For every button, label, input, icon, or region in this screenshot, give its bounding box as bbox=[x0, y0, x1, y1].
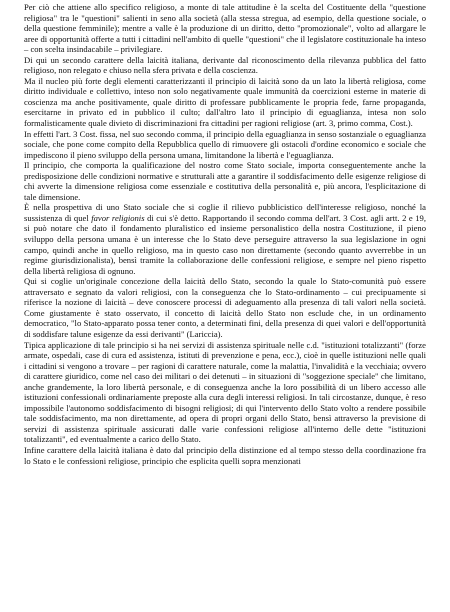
paragraph-social-state: Il principio, che comporta la qualificazione del nostro come Stato sociale, importa conseguentemente anche la predisposizione delle condizioni normative e strutturali atte a garantire il soddisfacimento delle esigenze religiose di chi avverte la dimensione religiosa come essenziale e costitutiva della personalità e, più ancora, l'esplicitazione di tale dimensione. bbox=[24, 160, 426, 202]
paragraph-favor-religionis-part-1: È nella prospettiva di uno Stato sociale che si coglie il rilievo pubblicistico dell'interesse religioso, nonché la sussistenza di quel bbox=[24, 202, 426, 223]
paragraph-favor-religionis bbox=[24, 202, 426, 276]
paragraph-public-relevance: Di qui un secondo carattere della laicità italiana, derivante dal riconoscimento della rilevanza pubblica del fatto religioso, non relegato e chiuso nella sfera privata e della coscienza. bbox=[24, 54, 426, 76]
paragraph-distinction-coordination: Infine carattere della laicità italiana è dato dal principio della distinzione ed al tempo stesso della coordinazione fra lo Stato e le confessioni religiose, principio che esplicita quelli sopra menzionati bbox=[24, 444, 426, 466]
paragraph-religious-question: Per ciò che attiene allo specifico religioso, a monte di tale attitudine è la scelta del Costituente della "questione religiosa" tra le "questioni" salienti in seno alla società (alla stessa stregua, ad esempio, della questione sociale, o della questione femminile); mentre a valle è la produzione di un diritto, detto "promozionale", volto ad allargare le aree di opportunità offerte a tutti i cittadini nell'ambito di quelle "questioni" che il legislatore costituzionale ha inteso – con scelta insindacabile – privilegiare. bbox=[24, 2, 426, 55]
favor-religionis-term: favor religionis bbox=[91, 212, 145, 223]
paragraph-substantive-equality: In effetti l'art. 3 Cost. fissa, nel suo secondo comma, il principio della eguaglianza in senso sostanziale o eguaglianza sociale, che pone come compito della Repubblica quello di rimuovere gli ostacoli d'ordine economico e sociale che impediscono il pieno sviluppo della persona umana, limitandone la libertà e l'eguaglianza. bbox=[24, 128, 426, 160]
paragraph-state-community: Qui si coglie un'originale concezione della laicità dello Stato, secondo la quale lo Stato-comunità può essere attraversato e segnato da valori religiosi, con la conseguenza che lo Stato-ordinamento – cui precipuamente si riferisce la nozione di laicità – deve conoscere processi di adeguamento alla presenza di tali valori nella società. Come giustamente è stato osservato, il concetto di laicità dello Stato non esclude che, in un ordinamento democratico, "lo Stato-apparato possa tener conto, a determinati fini, della presenza di quei valori e dell'opportunità di soddisfare talune esigenze da essi derivanti" (Lariccia). bbox=[24, 276, 426, 339]
paragraph-spiritual-assistance: Tipica applicazione di tale principio si ha nei servizi di assistenza spirituale nelle c.d. "istituzioni totalizzanti" (forze armate, ospedali, case di cura ed assistenza, istituti di prevenzione e pena, ecc.), cioè in quelle istituzioni nelle quali i cittadini si vengono a trovare – per ragioni di carattere naturale, come la malattia, l'invalidità e la vecchiaia; ovvero di carattere giuridico, come nel caso dei militari o dei detenuti – in situazioni di "soggezione speciale" che limitano, anche grandemente, la loro libertà personale, e di conseguenza anche la loro possibilità di un libero accesso alle istituzioni confessionali ordinariamente preposte alla cura degli interessi religiosi. In tali circostanze, dunque, è reso impossibile l'autonomo soddisfacimento di bisogni religiosi; di qui l'intervento dello Stato volto a rendere possibile tale soddisfacimento, ma non direttamente, ad opera di propri organi dello Stato, bensì attraverso la previsione di servizi di assistenza spirituale assicurati dalle varie confessioni religiose all'interno delle dette "istituzioni totalizzanti", ed eventualmente a carico dello Stato. bbox=[24, 339, 426, 445]
paragraph-religious-freedom: Ma il nucleo più forte degli elementi caratterizzanti il principio di laicità sono da un lato la libertà religiosa, come diritto individuale e collettivo, inteso non solo negativamente quale immunità da coercizioni esterne in materie di coscienza ma anche positivamente, quale diritto di professare pubblicamente le propria fede, farne propaganda, esercitarne in privato ed in pubblico il culto; dall'altro lato il principio di eguaglianza, intesa non solo formalisticamente quale divieto di discriminazioni fra cittadini per ragioni religiose (art. 3, primo comma, Cost.). bbox=[24, 75, 426, 129]
paragraph-favor-religionis-part-2: di cui s'è detto. Rapportando il secondo comma dell'art. 3 Cost. agli artt. 2 e 19, si può notare che dato il fondamento pluralistico ed insieme personalistico della nostra Costituzione, il pieno sviluppo della persona umana è un interesse che lo Stato deve perseguire attraverso la sua legislazione in ogni campo, quindi anche in quello religioso, ma in questo caso non direttamente (secondo quanto avverrebbe in un regime giurisdizionalista), bensì tramite la collaborazione delle confessioni religiose, e sempre nel pieno rispetto della libertà religiosa di ognuno. bbox=[24, 212, 426, 276]
